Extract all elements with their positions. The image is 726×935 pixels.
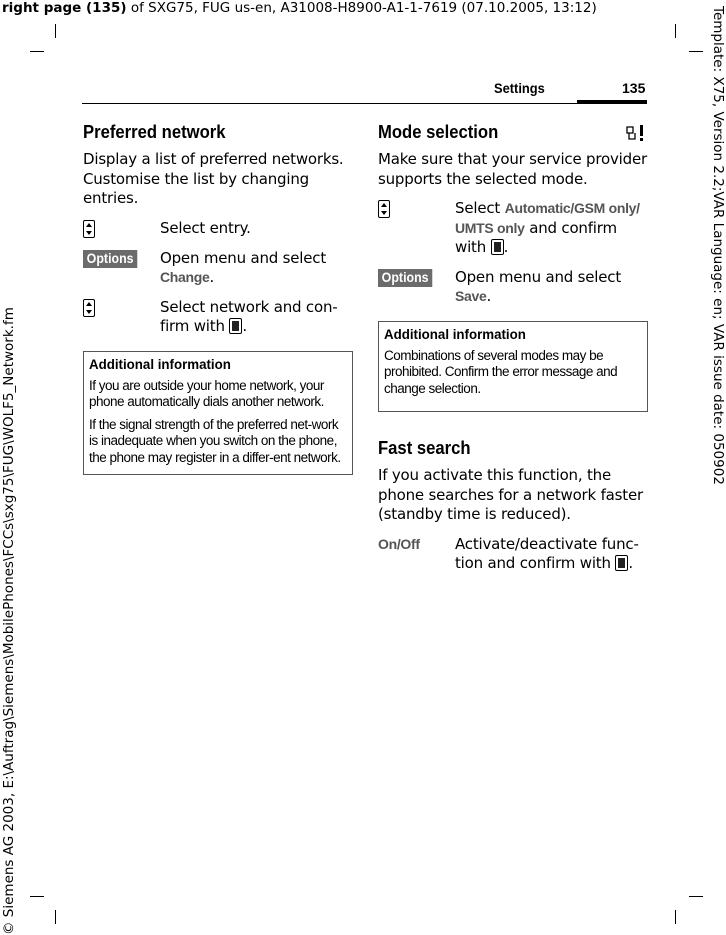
on-off-key-label: On/Off [378,535,420,552]
header-rule-accent [577,100,647,104]
print-header [2,0,597,16]
crop-mark [30,896,44,897]
section-intro: Make sure that your service provider supports the selected mode. [378,150,647,188]
step-text: Activate/deactivate func-tion and confirm with . [455,534,639,572]
section-heading: Fast search [378,437,471,458]
step-row [83,219,353,239]
info-box [378,321,648,413]
network-mode-icon [625,124,647,142]
print-header-info: of SXG75, FUG us-en, A31008-H8900-A1-1-7619 (07.10.2005, 13:12) [126,0,597,16]
nav-key-icon [83,299,95,317]
step-text: Open menu and select Change. [160,248,327,286]
template-info: Template: X75, Version 2.2;VAR Language: en; VAR issue date: 050902 [710,6,726,485]
step-row [83,249,353,288]
step-text: Select network and con-firm with . [160,297,338,335]
page-title: Settings [494,80,545,96]
menu-item-change: Change [160,269,210,285]
center-key-icon [615,555,628,571]
info-box-title: Additional information [384,325,526,342]
info-box [83,351,353,476]
crop-mark [55,910,56,924]
section-heading: Mode selection [378,121,499,142]
header-rule [82,103,647,104]
crop-mark [675,24,676,38]
step-row [378,268,648,307]
step-text: Select Automatic/GSM only/ UMTS only and confirm with . [455,199,640,256]
info-paragraph: If you are outside your home network, your phone automatically dials another network. [89,377,324,409]
crop-mark [675,910,676,924]
crop-mark [30,51,44,52]
section-heading: Preferred network [83,121,226,142]
step-row [378,199,648,258]
mode-selection-section [378,120,648,574]
center-key-icon [491,239,504,255]
nav-key-icon [378,200,390,218]
print-header-page: right page (135) [2,0,127,16]
nav-key-icon [83,220,95,238]
fast-search-section [378,436,648,574]
section-intro: Display a list of preferred networks. Customise the list by changing entries. [83,150,344,207]
page-number: 135 [622,80,646,96]
step-row [83,298,353,337]
options-softkey: Options [378,269,432,287]
menu-item-save: Save [455,288,487,304]
menu-item-mode-options: Automatic/GSM only/ UMTS only [455,200,640,236]
crop-mark [689,896,703,897]
section-intro: If you activate this function, the phone searches for a network faster (standby time is reduced). [378,466,643,523]
info-box-title: Additional information [89,355,231,372]
info-paragraph: If the signal strength of the preferred net-work is inadequate when you switch on the phone, the phone may register in a differ-ent network. [89,416,341,465]
crop-mark [689,51,703,52]
preferred-network-section [83,120,353,475]
center-key-icon [229,318,242,334]
options-softkey: Options [83,250,137,268]
crop-mark [55,24,56,38]
copyright-path: © Siemens AG 2003, E:\Auftrag\Siemens\MobilePhones\FCCs\sxg75\FUG\WOLF5_Network.fm [1,307,17,935]
info-paragraph: Combinations of several modes may be prohibited. Confirm the error message and change selection. [384,347,618,396]
step-text: Select entry. [160,218,251,237]
step-text: Open menu and select Save. [455,267,622,305]
step-row [378,535,648,574]
